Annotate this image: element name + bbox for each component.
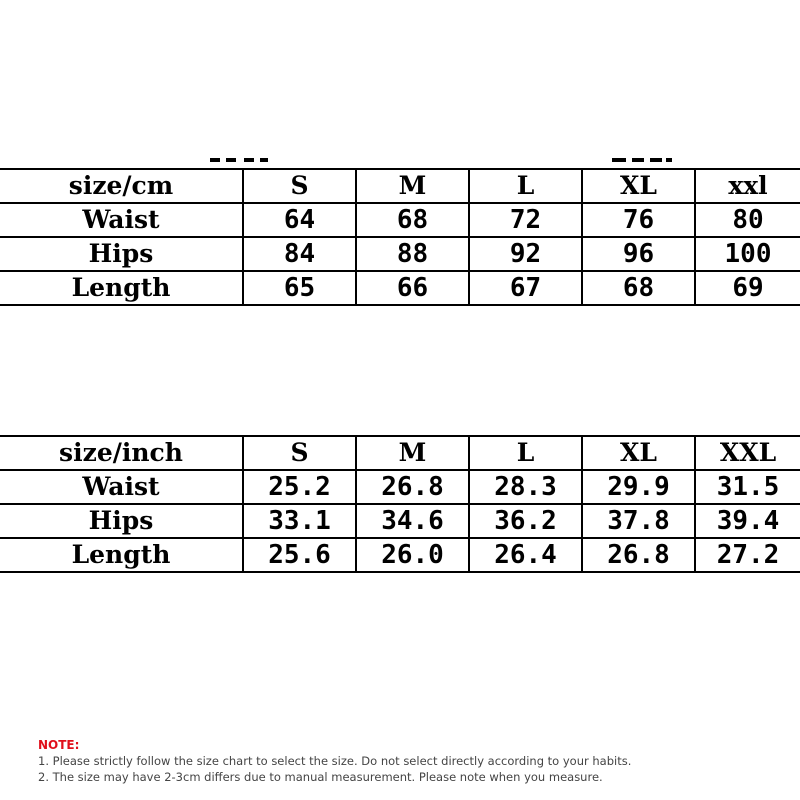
table-cell: 88 <box>356 237 469 271</box>
row-label: Hips <box>0 237 243 271</box>
table-cell: 29.9 <box>582 470 695 504</box>
size-xxl-header: XXL <box>695 436 800 470</box>
header-label: size/inch <box>0 436 243 470</box>
table-row <box>0 271 800 305</box>
table-cell: 28.3 <box>469 470 582 504</box>
table-row <box>0 538 800 572</box>
size-l-header: L <box>469 436 582 470</box>
size-m-header: M <box>356 436 469 470</box>
size-note <box>38 737 631 785</box>
table-cell: 26.0 <box>356 538 469 572</box>
table-cell: 66 <box>356 271 469 305</box>
size-xl-header: XL <box>582 169 695 203</box>
table-cell: 25.2 <box>243 470 356 504</box>
table-cell: 34.6 <box>356 504 469 538</box>
table-header-row <box>0 436 800 470</box>
header-label: size/cm <box>0 169 243 203</box>
note-line-1: 1. Please strictly follow the size chart to select the size. Do not select directly according to your habits. <box>38 754 632 768</box>
table-cell: 39.4 <box>695 504 800 538</box>
table-row <box>0 203 800 237</box>
table-cell: 27.2 <box>695 538 800 572</box>
table-cell: 65 <box>243 271 356 305</box>
table-cell: 69 <box>695 271 800 305</box>
table-cell: 72 <box>469 203 582 237</box>
table-cell: 76 <box>582 203 695 237</box>
table-header-row <box>0 169 800 203</box>
table-cell: 26.8 <box>356 470 469 504</box>
table-row <box>0 504 800 538</box>
size-s-header: S <box>243 436 356 470</box>
table-cell: 26.8 <box>582 538 695 572</box>
size-xl-header: XL <box>582 436 695 470</box>
table-cell: 64 <box>243 203 356 237</box>
row-label: Waist <box>0 470 243 504</box>
table-cell: 36.2 <box>469 504 582 538</box>
size-m-header: M <box>356 169 469 203</box>
row-label: Length <box>0 271 243 305</box>
note-line-2: 2. The size may have 2-3cm differs due to manual measurement. Please note when you measure. <box>38 770 603 784</box>
size-xxl-header: xxl <box>695 169 800 203</box>
table-cell: 25.6 <box>243 538 356 572</box>
note-title: NOTE: <box>38 738 80 752</box>
size-s-header: S <box>243 169 356 203</box>
table-cell: 100 <box>695 237 800 271</box>
table-cell: 31.5 <box>695 470 800 504</box>
table-row <box>0 470 800 504</box>
size-table-inch <box>0 435 800 573</box>
table-cell: 92 <box>469 237 582 271</box>
table-cell: 33.1 <box>243 504 356 538</box>
table-cell: 67 <box>469 271 582 305</box>
table-cell: 68 <box>582 271 695 305</box>
table-cell: 68 <box>356 203 469 237</box>
table-cell: 26.4 <box>469 538 582 572</box>
cropped-header-fragment-left <box>210 158 270 164</box>
row-label: Hips <box>0 504 243 538</box>
row-label: Length <box>0 538 243 572</box>
size-l-header: L <box>469 169 582 203</box>
table-cell: 37.8 <box>582 504 695 538</box>
table-cell: 80 <box>695 203 800 237</box>
table-row <box>0 237 800 271</box>
cropped-header-fragment-right <box>612 158 672 164</box>
table-cell: 96 <box>582 237 695 271</box>
table-cell: 84 <box>243 237 356 271</box>
size-table-cm <box>0 168 800 306</box>
row-label: Waist <box>0 203 243 237</box>
